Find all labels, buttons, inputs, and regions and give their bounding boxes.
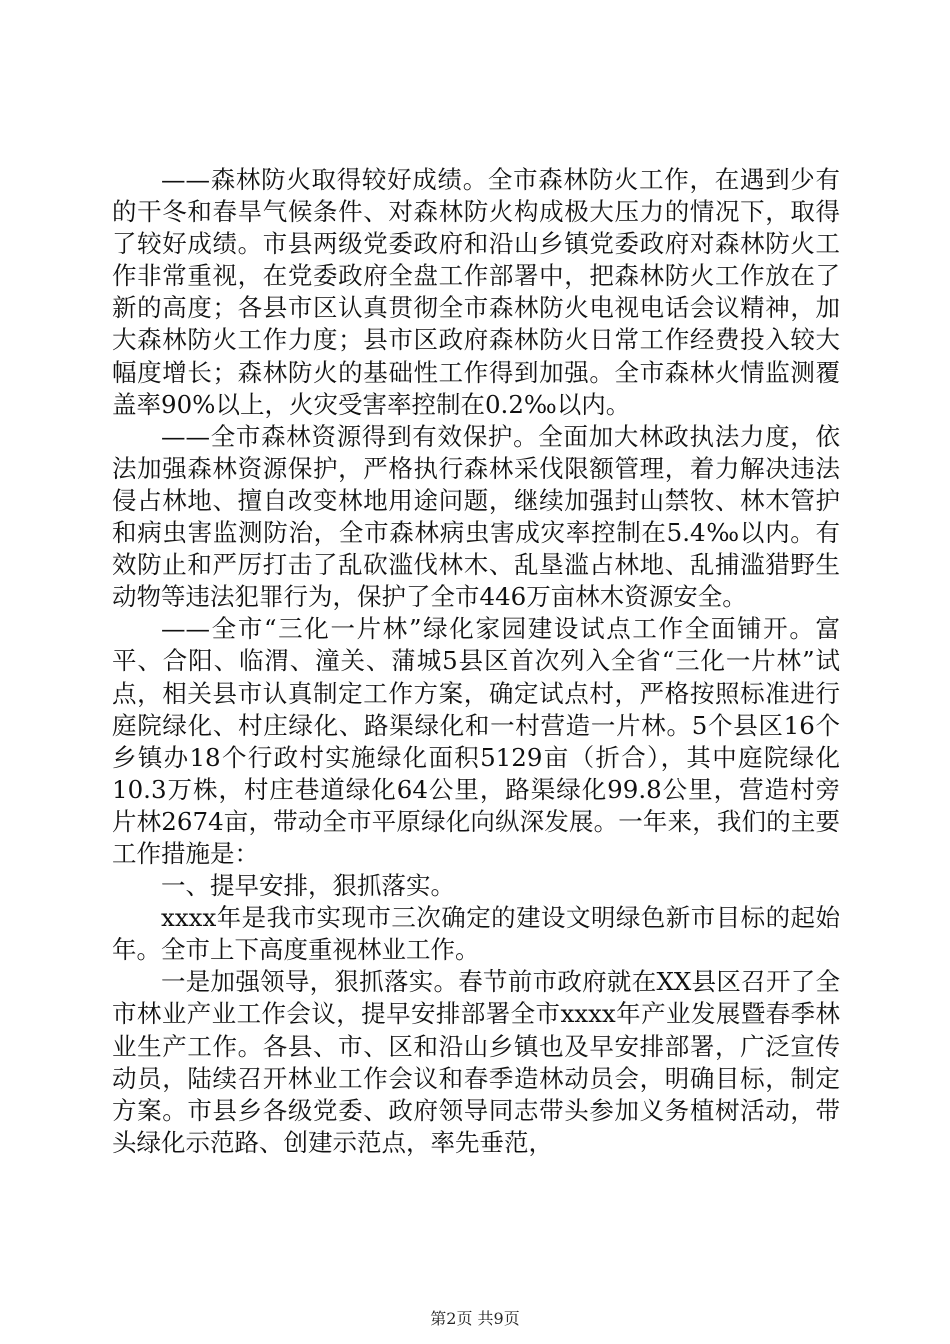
- paragraph-greening-pilot: ——全市“三化一片林”绿化家园建设试点工作全面铺开。富平、合阳、临渭、潼关、蒲城5县区首次列入全省“三化一片林”试点，相关县市认真制定工作方案，确定试点村，严格按照标准进行庭院绿化、村庄绿化、路渠绿化和一村营造一片林。5个县区16个乡镇办18个行政村实施绿化面积5129亩（折合），其中庭院绿化10.3万株，村庄巷道绿化64公里，路渠绿化99.8公里，营造村旁片林2674亩，带动全市平原绿化向纵深发展。一年来，我们的主要工作措施是：: [112, 614, 840, 868]
- document-body: [112, 164, 840, 1159]
- paragraph-year-goal: xxxx年是我市实现市三次确定的建设文明绿色新市目标的起始年。全市上下高度重视林业工作。: [112, 903, 840, 965]
- paragraph-strengthen-leadership: 一是加强领导，狠抓落实。春节前市政府就在XX县区召开了全市林业产业工作会议，提早安排部署全市xxxx年产业发展暨春季林业生产工作。各县、市、区和沿山乡镇也及早安排部署，广泛宣传动员，陆续召开林业工作会议和春季造林动员会，明确目标，制定方案。市县乡各级党委、政府领导同志带头参加义务植树活动，带头绿化示范路、创建示范点，率先垂范，: [112, 967, 840, 1157]
- paragraph-forest-resource-protection: ——全市森林资源得到有效保护。全面加大林政执法力度，依法加强森林资源保护，严格执行森林采伐限额管理，着力解决违法侵占林地、擅自改变林地用途问题，继续加强封山禁牧、林木管护和病虫害监测防治，全市森林病虫害成灾率控制在5.4‰以内。有效防止和严厉打击了乱砍滥伐林木、乱垦滥占林地、乱捕滥猎野生动物等违法犯罪行为，保护了全市446万亩林木资源安全。: [112, 421, 840, 612]
- section-heading-early-arrangement: 一、提早安排，狠抓落实。: [161, 871, 455, 901]
- page-number-footer: 第2页 共9页: [430, 1309, 520, 1328]
- paragraph-forest-fire-prevention: ——森林防火取得较好成绩。全市森林防火工作，在遇到少有的干冬和春旱气候条件、对森林防火构成极大压力的情况下，取得了较好成绩。市县两级党委政府和沿山乡镇党委政府对森林防火工作非常重视，在党委政府全盘工作部署中，把森林防火工作放在了新的高度；各县市区认真贯彻全市森林防火电视电话会议精神，加大森林防火工作力度；县市区政府森林防火日常工作经费投入较大幅度增长；森林防火的基础性工作得到加强。全市森林火情监测覆盖率90%以上，火灾受害率控制在0.2‰以内。: [112, 165, 840, 419]
